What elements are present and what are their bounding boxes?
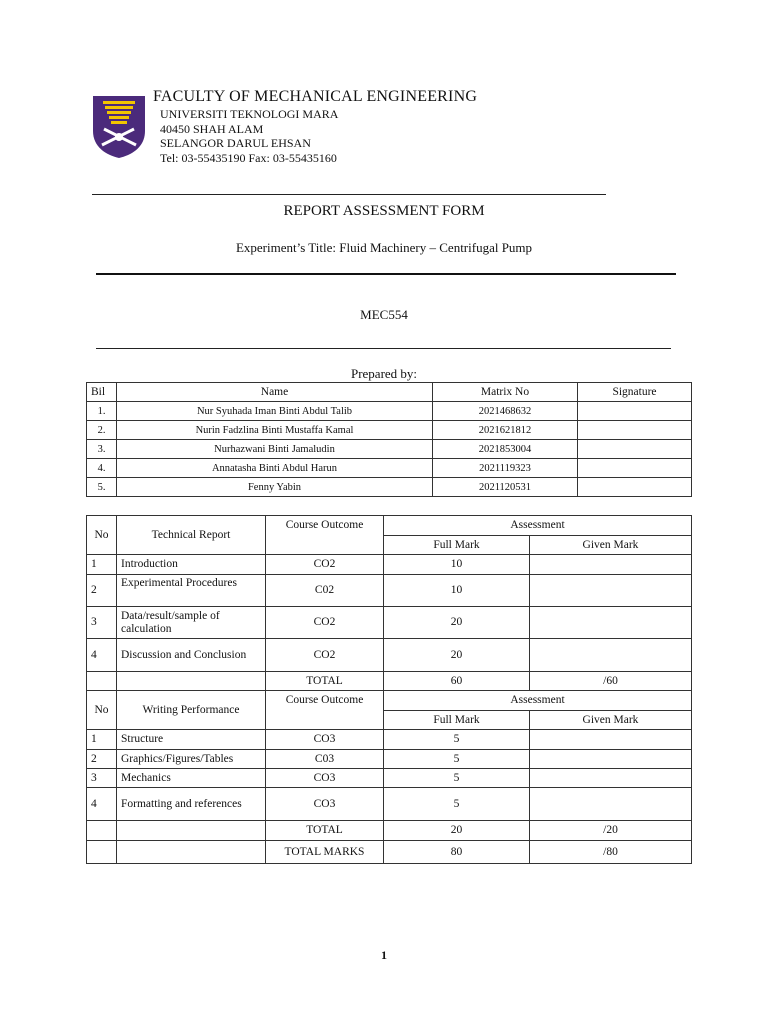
- column-header: Full Mark: [384, 536, 530, 555]
- row-number: 3: [87, 607, 117, 639]
- column-header: Given Mark: [530, 711, 692, 730]
- column-header: Assessment: [384, 516, 692, 536]
- given-mark: [530, 575, 692, 607]
- table-row: [87, 478, 692, 497]
- signature-cell: [578, 421, 692, 440]
- column-header: Assessment: [384, 691, 692, 711]
- given-mark: [530, 639, 692, 672]
- full-mark: 10: [384, 575, 530, 607]
- table-header-row: [87, 383, 692, 402]
- assessment-table: [86, 515, 692, 864]
- full-mark: 5: [384, 730, 530, 750]
- course-outcome: CO2: [266, 607, 384, 639]
- grand-total-row: [87, 841, 692, 864]
- row-number: 2: [87, 750, 117, 769]
- column-header: Bil: [87, 383, 117, 402]
- member-name: Fenny Yabin: [117, 478, 433, 497]
- table-row: [87, 730, 692, 750]
- address-line: UNIVERSITI TEKNOLOGI MARA: [160, 107, 339, 121]
- faculty-name: FACULTY OF MECHANICAL ENGINEERING: [153, 88, 478, 105]
- address-block: [160, 107, 338, 165]
- address-line: Tel: 03-55435190 Fax: 03-55435160: [160, 150, 337, 165]
- total-full-mark: 20: [384, 821, 530, 841]
- table-header-row: [87, 516, 692, 536]
- total-row: [87, 672, 692, 691]
- table-row: [87, 788, 692, 821]
- member-name: Nur Syuhada Iman Binti Abdul Talib: [117, 402, 433, 421]
- column-header: No: [87, 691, 117, 730]
- table-row: [87, 440, 692, 459]
- given-mark: [530, 607, 692, 639]
- full-mark: 20: [384, 607, 530, 639]
- signature-cell: [578, 459, 692, 478]
- row-number: 1: [87, 555, 117, 575]
- full-mark: 20: [384, 639, 530, 672]
- divider: [92, 194, 606, 195]
- signature-cell: [578, 440, 692, 459]
- table-row: [87, 421, 692, 440]
- total-label: TOTAL: [266, 821, 384, 841]
- given-mark: [530, 788, 692, 821]
- member-name: Annatasha Binti Abdul Harun: [117, 459, 433, 478]
- total-row: [87, 821, 692, 841]
- column-header: Course Outcome: [266, 691, 384, 730]
- table-row: [87, 575, 692, 607]
- row-number: 4: [87, 788, 117, 821]
- page-number: 1: [381, 948, 387, 962]
- total-given-mark: /20: [530, 821, 692, 841]
- matrix-no: 2021120531: [433, 478, 578, 497]
- table-header-row: [87, 691, 692, 711]
- total-label: TOTAL: [266, 672, 384, 691]
- form-title: REPORT ASSESSMENT FORM: [283, 203, 485, 219]
- course-outcome: CO2: [266, 639, 384, 672]
- full-mark: 5: [384, 788, 530, 821]
- address-line: 40450 SHAH ALAM: [160, 121, 264, 136]
- column-header: Technical Report: [117, 516, 266, 555]
- grand-total-given-mark: /80: [530, 841, 692, 864]
- column-header: Course Outcome: [266, 516, 384, 555]
- course-outcome: C02: [266, 575, 384, 607]
- criterion: Structure: [117, 730, 266, 750]
- member-name: Nurhazwani Binti Jamaludin: [117, 440, 433, 459]
- row-number: 1: [87, 730, 117, 750]
- prepared-by-label: Prepared by:: [350, 366, 418, 381]
- divider: [96, 273, 676, 275]
- column-header: No: [87, 516, 117, 555]
- criterion: Discussion and Conclusion: [117, 639, 266, 672]
- given-mark: [530, 769, 692, 788]
- table-row: [87, 607, 692, 639]
- experiment-title: Experiment’s Title: Fluid Machinery – Centrifugal Pump: [235, 240, 533, 255]
- column-header: Name: [117, 383, 433, 402]
- signature-cell: [578, 402, 692, 421]
- row-number: 4: [87, 639, 117, 672]
- criterion: Data/result/sample of calculation: [117, 607, 266, 639]
- criterion: Mechanics: [117, 769, 266, 788]
- matrix-no: 2021621812: [433, 421, 578, 440]
- course-outcome: C03: [266, 750, 384, 769]
- signature-cell: [578, 478, 692, 497]
- course-code: MEC554: [360, 307, 408, 322]
- total-given-mark: /60: [530, 672, 692, 691]
- table-row: [87, 555, 692, 575]
- course-outcome: CO2: [266, 555, 384, 575]
- row-number: 3: [87, 769, 117, 788]
- column-header: Given Mark: [530, 536, 692, 555]
- row-number: 2.: [87, 421, 117, 440]
- column-header: Signature: [578, 383, 692, 402]
- course-outcome: CO3: [266, 788, 384, 821]
- column-header: Writing Performance: [117, 691, 266, 730]
- row-number: 1.: [87, 402, 117, 421]
- course-outcome: CO3: [266, 730, 384, 750]
- given-mark: [530, 730, 692, 750]
- full-mark: 5: [384, 750, 530, 769]
- row-number: 3.: [87, 440, 117, 459]
- grand-total-full-mark: 80: [384, 841, 530, 864]
- criterion: Introduction: [117, 555, 266, 575]
- table-row: [87, 459, 692, 478]
- total-full-mark: 60: [384, 672, 530, 691]
- full-mark: 10: [384, 555, 530, 575]
- given-mark: [530, 555, 692, 575]
- row-number: 4.: [87, 459, 117, 478]
- full-mark: 5: [384, 769, 530, 788]
- row-number: 2: [87, 575, 117, 607]
- matrix-no: 2021119323: [433, 459, 578, 478]
- criterion: Formatting and references: [117, 788, 266, 821]
- table-row: [87, 402, 692, 421]
- criterion: Experimental Procedures: [117, 575, 266, 607]
- members-table: [86, 382, 692, 497]
- address-line: SELANGOR DARUL EHSAN: [160, 136, 311, 150]
- table-row: [87, 639, 692, 672]
- column-header: Matrix No: [433, 383, 578, 402]
- given-mark: [530, 750, 692, 769]
- matrix-no: 2021468632: [433, 402, 578, 421]
- member-name: Nurin Fadzlina Binti Mustaffa Kamal: [117, 421, 433, 440]
- row-number: 5.: [87, 478, 117, 497]
- table-row: [87, 769, 692, 788]
- uitm-logo-icon: [90, 93, 148, 159]
- course-outcome: CO3: [266, 769, 384, 788]
- criterion: Graphics/Figures/Tables: [117, 750, 266, 769]
- divider: [96, 348, 671, 349]
- matrix-no: 2021853004: [433, 440, 578, 459]
- column-header: Full Mark: [384, 711, 530, 730]
- table-row: [87, 750, 692, 769]
- grand-total-label: TOTAL MARKS: [266, 841, 384, 864]
